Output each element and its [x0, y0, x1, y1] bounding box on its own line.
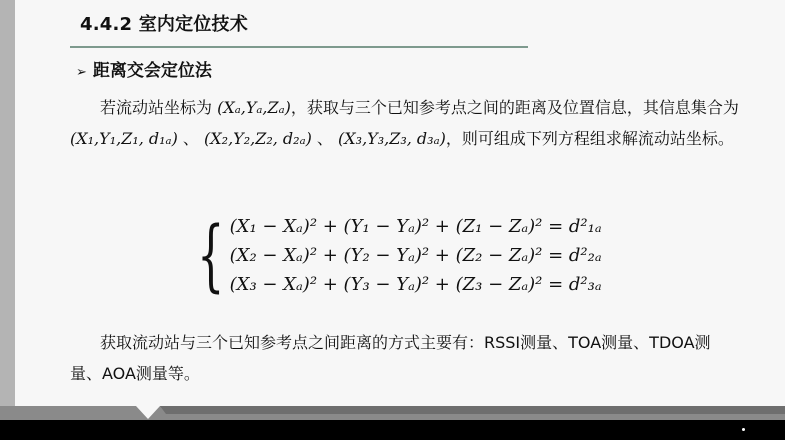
- station-coordinate: (Xₐ,Yₐ,Zₐ): [217, 98, 291, 117]
- reference-set-1: (X₁,Y₁,Z₁, d₁ₐ): [70, 129, 178, 148]
- left-brace: {: [197, 210, 225, 301]
- slide-footer: [0, 406, 785, 440]
- equation-system: [186, 212, 602, 299]
- footer-dot: [742, 428, 745, 431]
- equation-1: (X₁ − Xₐ)² + (Y₁ − Yₐ)² + (Z₁ − Zₐ)² = d²₁ₐ: [229, 216, 602, 237]
- intro-text-3: ，则可组成下列方程组求解流动站坐标。: [445, 129, 734, 148]
- separator-1: 、: [182, 129, 199, 148]
- equation-3: (X₃ − Xₐ)² + (Y₃ − Yₐ)² + (Z₃ − Zₐ)² = d²₃ₐ: [229, 274, 602, 295]
- footer-dark-strip: [0, 420, 785, 440]
- intro-text-2: ，获取与三个已知参考点之间的距离及位置信息，其信息集合为: [290, 98, 739, 117]
- arrow-bullet-icon: ➢: [76, 65, 87, 80]
- reference-set-3: (X₃,Y₃,Z₃, d₃ₐ): [338, 129, 446, 148]
- separator-2: 、: [316, 129, 333, 148]
- subheading: [76, 56, 212, 81]
- heading-underline: [70, 46, 528, 48]
- intro-text-1: 若流动站坐标为: [100, 98, 213, 117]
- paragraph-intro: [70, 92, 740, 154]
- methods-text: 获取流动站与三个已知参考点之间距离的方式主要有：RSSI测量、TOA测量、TDOA测量、AOA测量等。: [70, 333, 711, 383]
- section-heading: 4.4.2 室内定位技术: [80, 14, 248, 35]
- equation-2: (X₂ − Xₐ)² + (Y₂ − Yₐ)² + (Z₂ − Zₐ)² = d²₂ₐ: [229, 245, 602, 266]
- reference-set-2: (X₂,Y₂,Z₂, d₂ₐ): [204, 129, 312, 148]
- paragraph-methods: [70, 327, 740, 389]
- subheading-text: 距离交会定位法: [92, 61, 212, 81]
- left-margin-bar: [0, 0, 15, 410]
